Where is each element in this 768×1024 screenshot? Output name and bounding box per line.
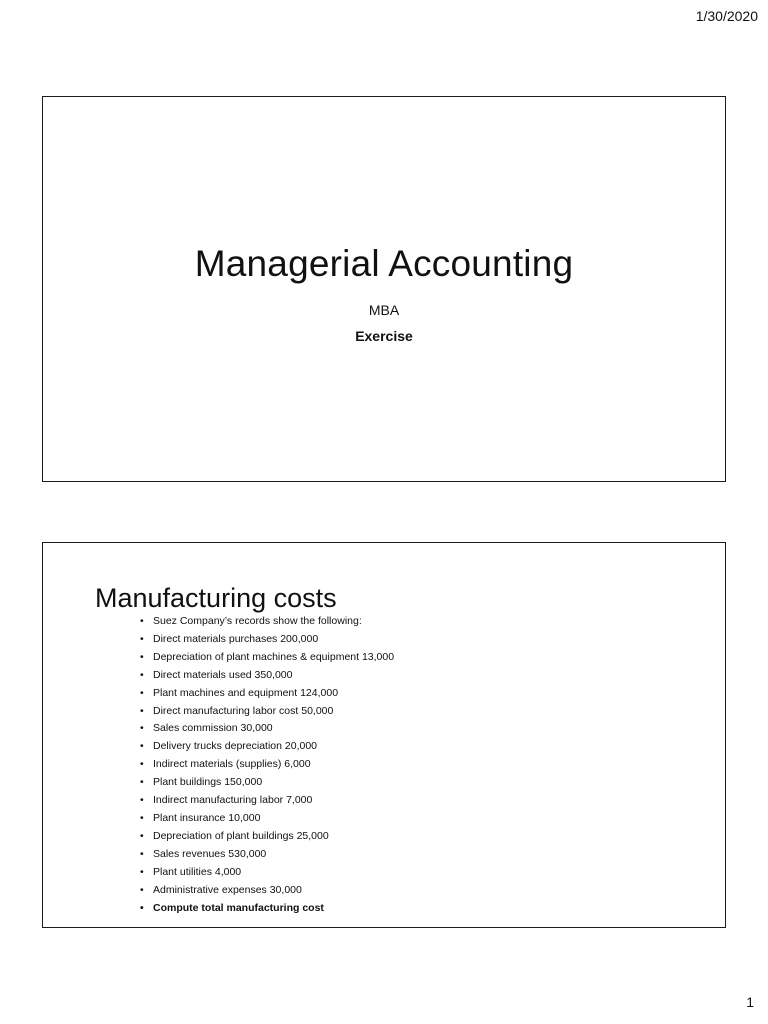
bullet-text: Indirect materials (supplies) 6,000 [153,758,311,771]
bullet-item [140,792,394,810]
bullet-item [140,703,394,721]
bullet-item [140,667,394,685]
bullet-dot: • [140,668,144,681]
bullet-item [140,846,394,864]
bullet-text: Plant buildings 150,000 [153,776,263,789]
bullet-text: Depreciation of plant buildings 25,000 [153,829,329,842]
slide-subtitle-exercise: Exercise [355,328,413,344]
bullet-text: Sales commission 30,000 [153,722,273,735]
bullet-item [140,774,394,792]
bullet-item [140,882,394,900]
bullet-dot: • [140,704,144,717]
bullet-item [140,864,394,882]
slide-subtitle-mba: MBA [368,302,400,318]
bullet-dot: • [140,811,144,824]
bullet-text: Direct materials used 350,000 [153,668,293,681]
manufacturing-costs-slide [42,542,726,928]
bullet-item [140,738,394,756]
bullet-dot: • [140,865,144,878]
bullet-dot: • [140,901,144,914]
title-slide [42,96,726,482]
bullet-item [140,756,394,774]
bullet-dot: • [140,740,144,753]
bullet-text: Plant utilities 4,000 [153,865,242,878]
bullet-text: Indirect manufacturing labor 7,000 [153,794,313,807]
bullet-dot: • [140,686,144,699]
bullet-dot: • [140,758,144,771]
bullet-dot: • [140,883,144,896]
bullet-text: Plant machines and equipment 124,000 [153,686,339,699]
bullet-text: Direct manufacturing labor cost 50,000 [153,704,334,717]
page-number: 1 [746,994,754,1010]
bullet-text: Plant insurance 10,000 [153,811,261,824]
bullet-dot: • [140,829,144,842]
slide-title: Managerial Accounting [194,243,574,284]
bullet-item [140,631,394,649]
bullet-dot: • [140,847,144,860]
bullet-text: Administrative expenses 30,000 [153,883,302,896]
bullet-text: Delivery trucks depreciation 20,000 [153,740,318,753]
bullet-item [140,685,394,703]
bullet-item-compute [140,900,394,918]
bullet-dot: • [140,615,144,627]
bullet-text: Suez Company’s records show the following: [153,615,362,627]
bullet-item [140,810,394,828]
bullet-dot: • [140,776,144,789]
bullet-dot: • [140,794,144,807]
bullet-text: Sales revenues 530,000 [153,847,267,860]
bullet-list [140,613,394,917]
bullet-text: Depreciation of plant machines & equipment 13,000 [153,650,395,663]
bullet-dot: • [140,722,144,735]
bullet-dot: • [140,632,144,645]
bullet-item [140,649,394,667]
bullet-dot: • [140,650,144,663]
bullet-text: Compute total manufacturing cost [153,901,324,914]
bullet-text: Direct materials purchases 200,000 [153,632,319,645]
bullet-item [140,613,394,631]
bullet-item [140,720,394,738]
bullet-item [140,828,394,846]
page-date: 1/30/2020 [695,8,758,24]
section-title: Manufacturing costs [95,583,337,613]
